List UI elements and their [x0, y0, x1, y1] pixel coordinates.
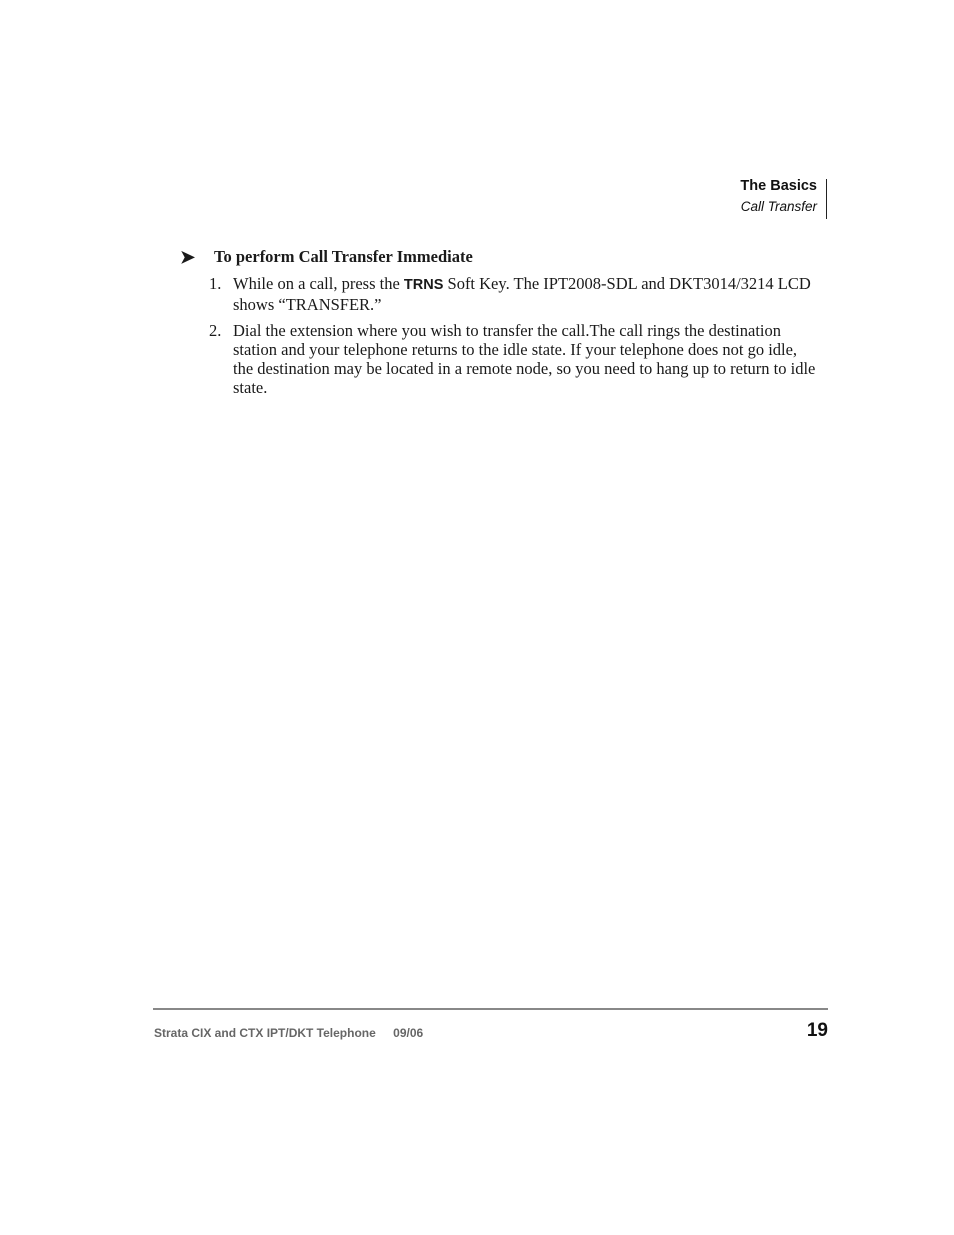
footer-rule	[153, 1008, 828, 1010]
running-header	[740, 176, 817, 218]
chapter-title: The Basics	[740, 178, 817, 194]
procedure-steps	[180, 274, 820, 397]
arrow-right-icon: ➤	[180, 247, 196, 267]
soft-key-label: TRNS	[403, 277, 444, 293]
step-text: While on a call, press the	[233, 274, 400, 293]
step-text: Dial the extension where you wish to transfer the call.The call rings the destination station and your telephone returns to the idle state. If your telephone does not go idle, the destination may be located in a remote node, so you need to hang up to return to idle state.	[233, 321, 816, 397]
footer-info	[154, 1026, 423, 1040]
step-number: 2.	[209, 321, 222, 340]
step-text: Soft Key. The IPT2008-SDL and DKT3014/3214 LCD shows “TRANSFER.”	[233, 274, 811, 314]
page-number: 19	[806, 1020, 828, 1041]
step-1	[180, 274, 820, 314]
document-title: Strata CIX and CTX IPT/DKT Telephone	[154, 1026, 376, 1040]
document-date: 09/06	[393, 1026, 424, 1040]
header-vertical-rule	[826, 179, 827, 219]
step-2	[180, 321, 820, 397]
section-title: Call Transfer	[740, 199, 817, 214]
procedure-heading	[180, 246, 820, 268]
step-number: 1.	[209, 274, 222, 293]
procedure	[180, 246, 820, 404]
procedure-title: To perform Call Transfer Immediate	[214, 247, 473, 266]
